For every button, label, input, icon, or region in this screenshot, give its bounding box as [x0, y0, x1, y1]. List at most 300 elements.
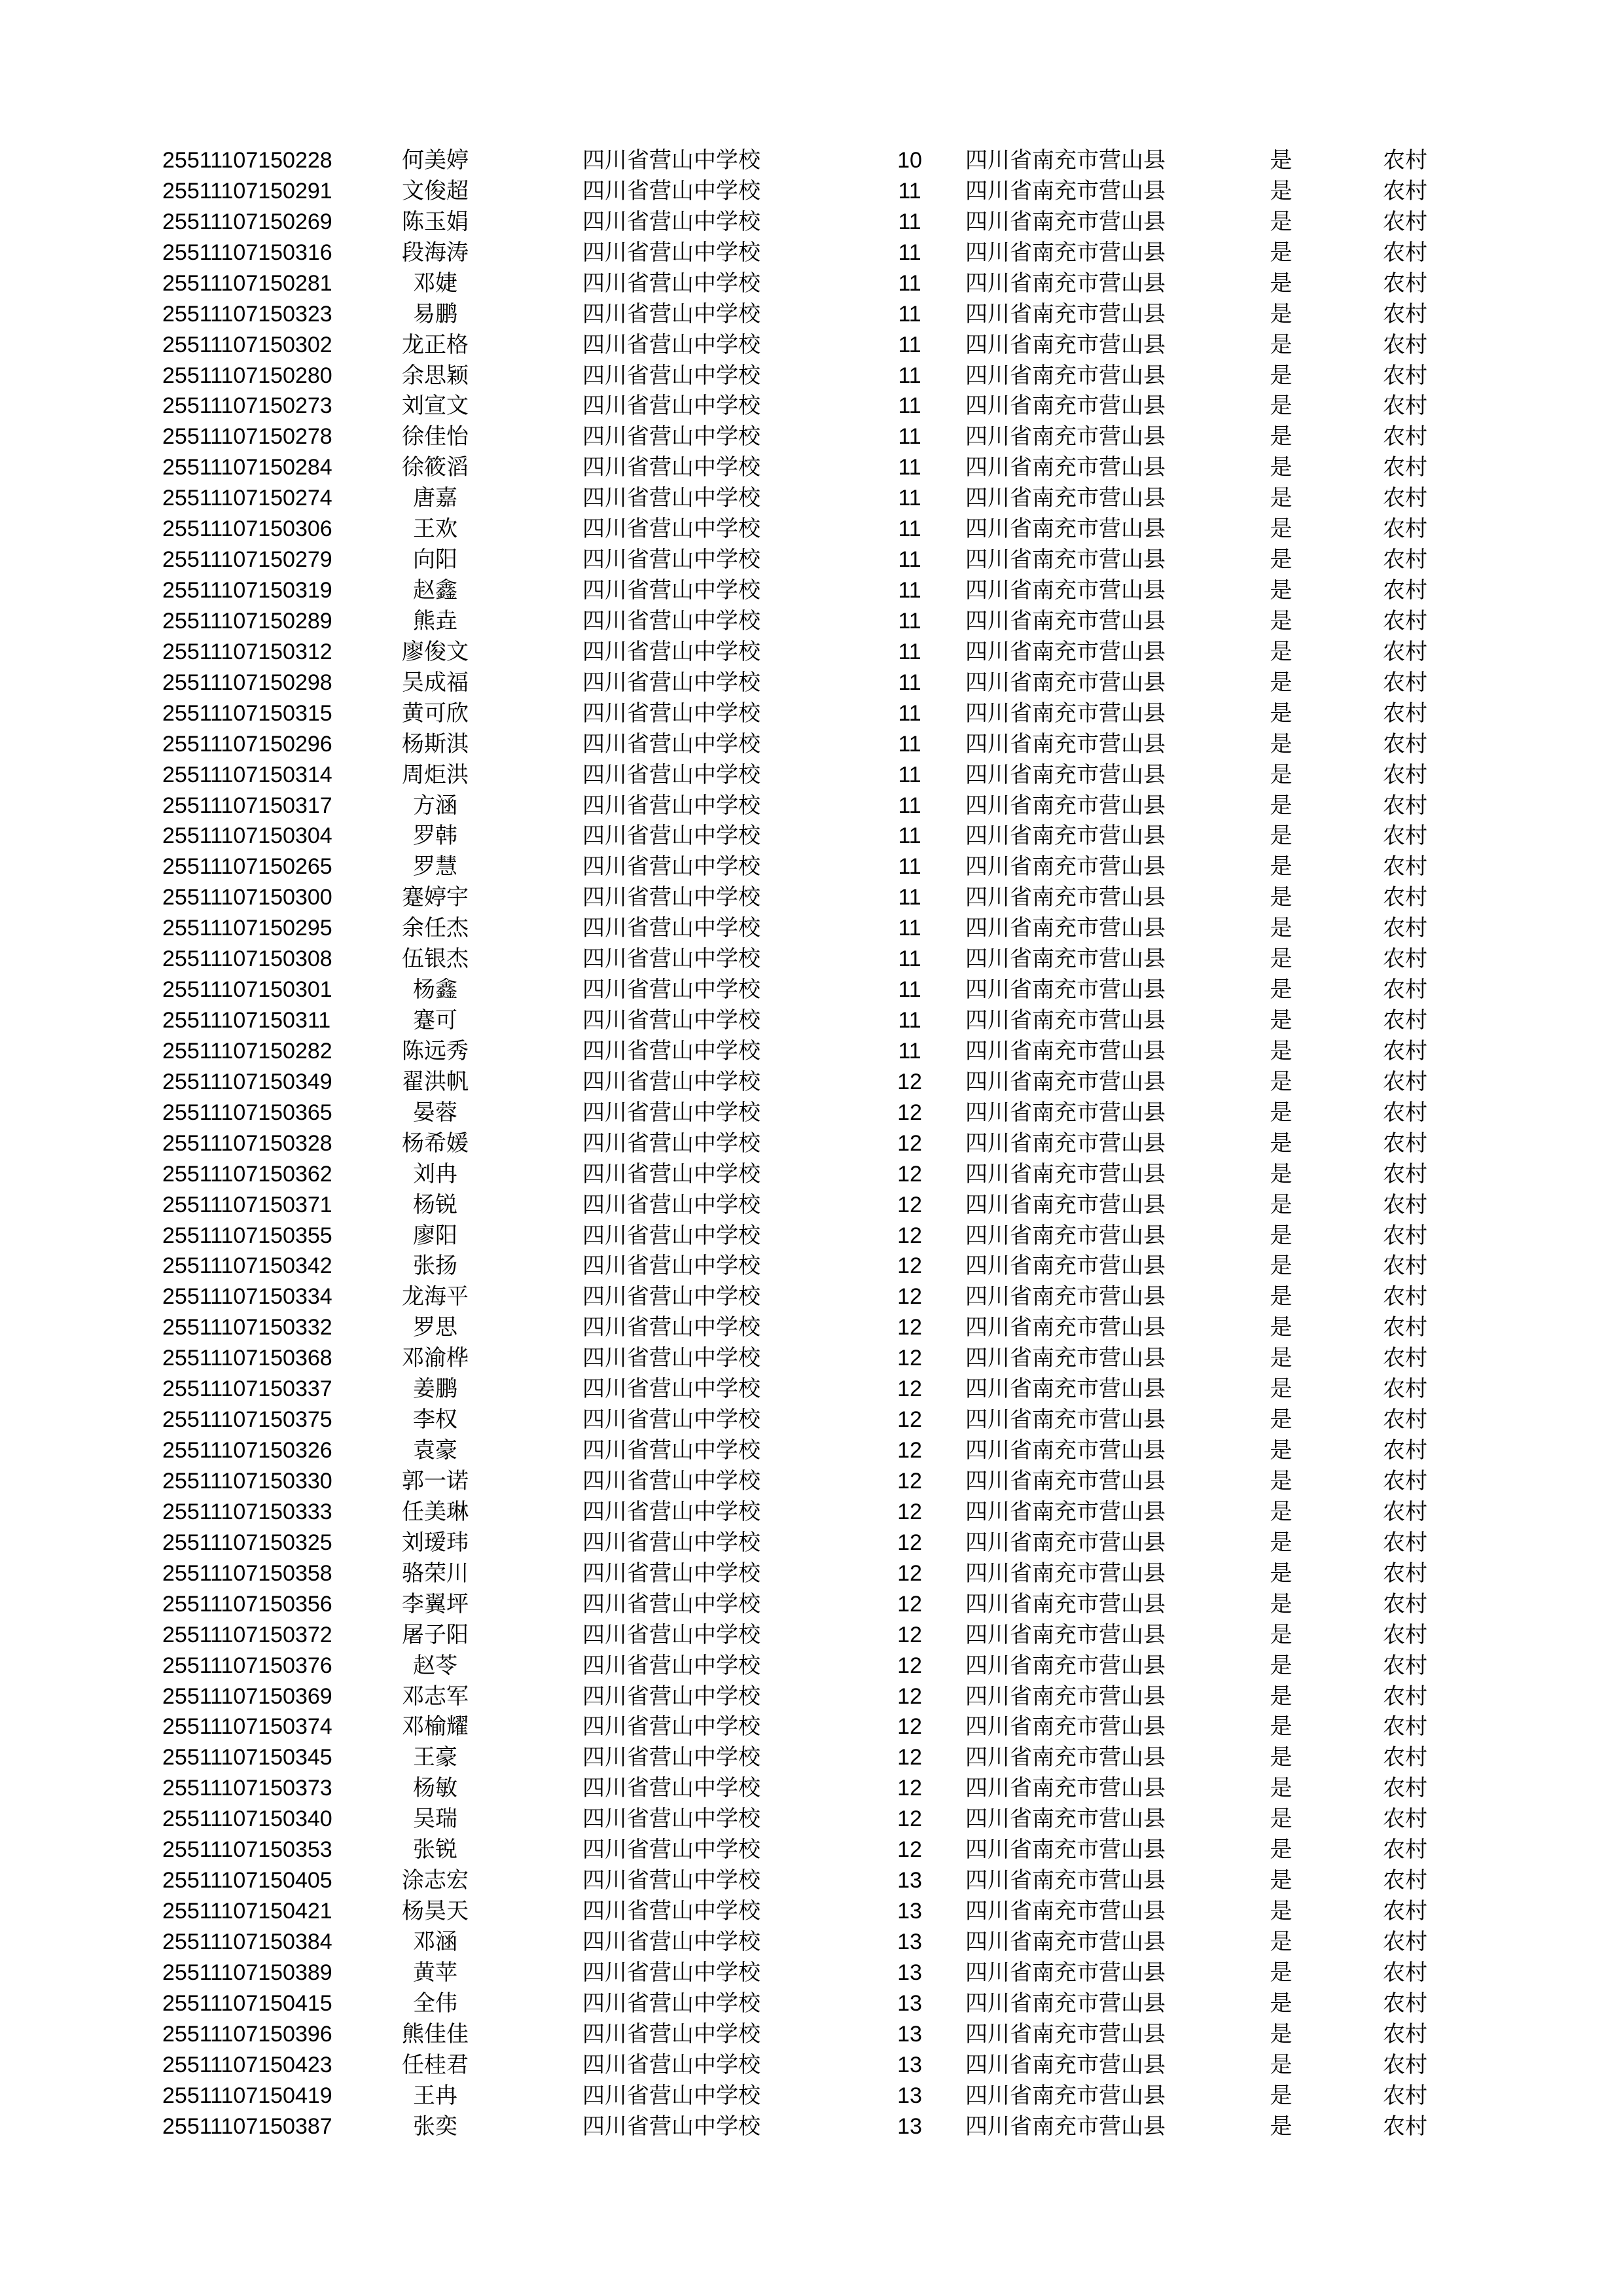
student-id: 25511107150326: [162, 1438, 332, 1463]
eligibility-flag: 是: [1270, 1775, 1293, 1802]
student-id: 25511107150365: [162, 1100, 332, 1125]
eligibility-flag: 是: [1270, 1345, 1293, 1372]
eligibility-flag: 是: [1270, 1928, 1293, 1955]
table-row: [0, 729, 1623, 760]
residence-type: 农村: [1383, 1498, 1427, 1525]
eligibility-flag: 是: [1270, 270, 1293, 296]
eligibility-flag: 是: [1270, 300, 1293, 327]
eligibility-flag: 是: [1270, 1529, 1293, 1556]
region-name: 四川省南充市营山县: [965, 792, 1166, 819]
student-name: 翟洪帆: [402, 1068, 469, 1095]
table-row: [0, 1128, 1623, 1159]
grade-number: 13: [897, 1960, 922, 1985]
school-name: 四川省营山中学校: [582, 1806, 760, 1833]
student-id: 25511107150368: [162, 1346, 332, 1371]
region-name: 四川省南充市营山县: [965, 362, 1166, 389]
student-name: 骆荣川: [402, 1560, 469, 1587]
residence-type: 农村: [1383, 1467, 1427, 1494]
grade-number: 12: [897, 1069, 922, 1094]
grade-number: 11: [898, 363, 921, 388]
school-name: 四川省营山中学校: [582, 1345, 760, 1372]
residence-type: 农村: [1383, 1345, 1427, 1372]
eligibility-flag: 是: [1270, 1621, 1293, 1648]
residence-type: 农村: [1383, 485, 1427, 512]
eligibility-flag: 是: [1270, 1068, 1293, 1095]
grade-number: 11: [898, 393, 921, 419]
grade-number: 13: [897, 1929, 922, 1954]
school-name: 四川省营山中学校: [582, 1130, 760, 1157]
region-name: 四川省南充市营山县: [965, 208, 1166, 235]
residence-type: 农村: [1383, 1253, 1427, 1280]
eligibility-flag: 是: [1270, 1437, 1293, 1464]
eligibility-flag: 是: [1270, 393, 1293, 420]
student-name: 龙正格: [402, 331, 469, 358]
table-row: [0, 268, 1623, 299]
eligibility-flag: 是: [1270, 1253, 1293, 1280]
region-name: 四川省南充市营山县: [965, 1222, 1166, 1249]
table-row: [0, 207, 1623, 238]
student-id: 25511107150300: [162, 885, 332, 910]
grade-number: 11: [898, 1008, 921, 1033]
student-name: 龙海平: [402, 1283, 469, 1310]
residence-type: 农村: [1383, 1990, 1427, 2017]
eligibility-flag: 是: [1270, 454, 1293, 481]
student-id: 25511107150311: [162, 1008, 331, 1033]
school-name: 四川省营山中学校: [582, 1222, 760, 1249]
school-name: 四川省营山中学校: [582, 516, 760, 543]
school-name: 四川省营山中学校: [582, 1437, 760, 1464]
table-row: [0, 452, 1623, 483]
region-name: 四川省南充市营山县: [965, 1191, 1166, 1218]
school-name: 四川省营山中学校: [582, 607, 760, 634]
school-name: 四川省营山中学校: [582, 1467, 760, 1494]
region-name: 四川省南充市营山县: [965, 270, 1166, 296]
table-row: [0, 1958, 1623, 1988]
region-name: 四川省南充市营山县: [965, 607, 1166, 634]
region-name: 四川省南充市营山县: [965, 1160, 1166, 1187]
region-name: 四川省南充市营山县: [965, 1867, 1166, 1894]
student-id: 25511107150319: [162, 578, 332, 603]
student-id: 25511107150349: [162, 1069, 332, 1094]
student-id: 25511107150345: [162, 1745, 332, 1770]
residence-type: 农村: [1383, 1283, 1427, 1310]
eligibility-flag: 是: [1270, 547, 1293, 573]
table-row: [0, 1558, 1623, 1589]
table-row: [0, 1742, 1623, 1773]
residence-type: 农村: [1383, 208, 1427, 235]
grade-number: 12: [897, 1530, 922, 1555]
school-name: 四川省营山中学校: [582, 177, 760, 204]
region-name: 四川省南充市营山县: [965, 1837, 1166, 1863]
student-id: 25511107150306: [162, 516, 332, 542]
student-id: 25511107150423: [162, 2052, 332, 2077]
grade-number: 12: [897, 1837, 922, 1863]
residence-type: 农村: [1383, 700, 1427, 726]
residence-type: 农村: [1383, 1928, 1427, 1955]
grade-number: 11: [898, 332, 921, 357]
eligibility-flag: 是: [1270, 1498, 1293, 1525]
residence-type: 农村: [1383, 1837, 1427, 1863]
residence-type: 农村: [1383, 454, 1427, 481]
grade-number: 12: [897, 1376, 922, 1402]
table-row: [0, 1865, 1623, 1896]
table-row: [0, 238, 1623, 268]
student-id: 25511107150298: [162, 670, 332, 695]
student-name: 廖俊文: [402, 638, 469, 665]
student-id: 25511107150374: [162, 1714, 332, 1740]
table-row: [0, 361, 1623, 391]
residence-type: 农村: [1383, 1037, 1427, 1064]
school-name: 四川省营山中学校: [582, 977, 760, 1003]
school-name: 四川省营山中学校: [582, 1898, 760, 1924]
student-id: 25511107150315: [162, 700, 332, 726]
grade-number: 11: [898, 301, 921, 327]
eligibility-flag: 是: [1270, 1713, 1293, 1740]
eligibility-flag: 是: [1270, 1652, 1293, 1679]
school-name: 四川省营山中学校: [582, 454, 760, 481]
region-name: 四川省南充市营山县: [965, 1314, 1166, 1341]
student-id: 25511107150323: [162, 301, 332, 327]
eligibility-flag: 是: [1270, 577, 1293, 604]
grade-number: 13: [897, 1990, 922, 2016]
region-name: 四川省南充市营山县: [965, 516, 1166, 543]
region-name: 四川省南充市营山县: [965, 1283, 1166, 1310]
region-name: 四川省南充市营山县: [965, 1376, 1166, 1403]
grade-number: 12: [897, 1161, 922, 1187]
student-name: 刘冉: [413, 1160, 457, 1187]
grade-number: 12: [897, 1315, 922, 1340]
grade-number: 11: [898, 823, 921, 849]
table-row: [0, 422, 1623, 452]
eligibility-flag: 是: [1270, 147, 1293, 173]
grade-number: 11: [898, 209, 921, 234]
student-name: 任美琳: [402, 1498, 469, 1525]
school-name: 四川省营山中学校: [582, 331, 760, 358]
region-name: 四川省南充市营山县: [965, 1345, 1166, 1372]
residence-type: 农村: [1383, 1007, 1427, 1034]
school-name: 四川省营山中学校: [582, 792, 760, 819]
table-row: [0, 1466, 1623, 1497]
school-name: 四川省营山中学校: [582, 1990, 760, 2017]
student-id: 25511107150301: [162, 977, 332, 1003]
student-name: 杨鑫: [413, 977, 457, 1003]
eligibility-flag: 是: [1270, 1867, 1293, 1894]
grade-number: 11: [898, 608, 921, 634]
region-name: 四川省南充市营山县: [965, 700, 1166, 726]
table-row: [0, 1190, 1623, 1221]
table-row: [0, 545, 1623, 575]
student-name: 陈玉娟: [402, 208, 469, 235]
region-name: 四川省南充市营山县: [965, 2020, 1166, 2047]
student-id: 25511107150296: [162, 731, 332, 757]
school-name: 四川省营山中学校: [582, 1376, 760, 1403]
school-name: 四川省营山中学校: [582, 1959, 760, 1986]
student-name: 罗慧: [413, 853, 457, 880]
table-row: [0, 1312, 1623, 1343]
table-row: [0, 1681, 1623, 1712]
table-row: [0, 1405, 1623, 1435]
table-row: [0, 1773, 1623, 1804]
student-name: 晏蓉: [413, 1099, 457, 1126]
region-name: 四川省南充市营山县: [965, 1683, 1166, 1710]
eligibility-flag: 是: [1270, 823, 1293, 850]
table-row: [0, 1927, 1623, 1958]
table-row: [0, 176, 1623, 207]
eligibility-flag: 是: [1270, 1037, 1293, 1064]
student-id: 25511107150291: [162, 178, 332, 204]
grade-number: 12: [897, 1499, 922, 1524]
region-name: 四川省南充市营山县: [965, 915, 1166, 942]
student-id: 25511107150387: [162, 2113, 332, 2139]
student-id: 25511107150295: [162, 916, 332, 941]
region-name: 四川省南充市营山县: [965, 393, 1166, 420]
region-name: 四川省南充市营山县: [965, 1437, 1166, 1464]
student-name: 刘瑷玮: [402, 1529, 469, 1556]
student-id: 25511107150353: [162, 1837, 332, 1863]
student-name: 周炬洪: [402, 761, 469, 788]
student-id: 25511107150372: [162, 1622, 332, 1647]
table-row: [0, 514, 1623, 545]
eligibility-flag: 是: [1270, 2082, 1293, 2109]
region-name: 四川省南充市营山县: [965, 1407, 1166, 1433]
residence-type: 农村: [1383, 977, 1427, 1003]
student-name: 伍银杰: [402, 946, 469, 973]
student-id: 25511107150304: [162, 823, 332, 849]
student-id: 25511107150337: [162, 1376, 332, 1402]
student-name: 邓榆耀: [402, 1713, 469, 1740]
eligibility-flag: 是: [1270, 1007, 1293, 1034]
eligibility-flag: 是: [1270, 485, 1293, 512]
table-row: [0, 791, 1623, 821]
school-name: 四川省营山中学校: [582, 1621, 760, 1648]
student-id: 25511107150280: [162, 363, 332, 388]
school-name: 四川省营山中学校: [582, 1314, 760, 1341]
eligibility-flag: 是: [1270, 915, 1293, 942]
school-name: 四川省营山中学校: [582, 208, 760, 235]
school-name: 四川省营山中学校: [582, 638, 760, 665]
student-name: 邓志军: [402, 1683, 469, 1710]
region-name: 四川省南充市营山县: [965, 1253, 1166, 1280]
school-name: 四川省营山中学校: [582, 761, 760, 788]
student-name: 熊佳佳: [402, 2020, 469, 2047]
residence-type: 农村: [1383, 362, 1427, 389]
region-name: 四川省南充市营山县: [965, 1560, 1166, 1587]
eligibility-flag: 是: [1270, 700, 1293, 726]
eligibility-flag: 是: [1270, 1683, 1293, 1710]
student-id: 25511107150317: [162, 793, 332, 818]
table-row: [0, 575, 1623, 606]
school-name: 四川省营山中学校: [582, 423, 760, 450]
region-name: 四川省南充市营山县: [965, 1007, 1166, 1034]
region-name: 四川省南充市营山县: [965, 977, 1166, 1003]
school-name: 四川省营山中学校: [582, 362, 760, 389]
region-name: 四川省南充市营山县: [965, 761, 1166, 788]
student-id: 25511107150334: [162, 1284, 332, 1310]
school-name: 四川省营山中学校: [582, 1560, 760, 1587]
region-name: 四川省南充市营山县: [965, 300, 1166, 327]
student-id: 25511107150405: [162, 1868, 332, 1893]
residence-type: 农村: [1383, 1867, 1427, 1894]
eligibility-flag: 是: [1270, 239, 1293, 266]
student-id: 25511107150281: [162, 270, 332, 296]
school-name: 四川省营山中学校: [582, 1407, 760, 1433]
eligibility-flag: 是: [1270, 1160, 1293, 1187]
table-row: [0, 1036, 1623, 1067]
table-row: [0, 145, 1623, 176]
residence-type: 农村: [1383, 516, 1427, 543]
residence-type: 农村: [1383, 1806, 1427, 1833]
student-name: 杨斯淇: [402, 730, 469, 757]
school-name: 四川省营山中学校: [582, 1283, 760, 1310]
eligibility-flag: 是: [1270, 1376, 1293, 1403]
grade-number: 12: [897, 1591, 922, 1617]
table-row: [0, 2111, 1623, 2142]
grade-number: 11: [898, 946, 921, 972]
table-row: [0, 975, 1623, 1005]
grade-number: 11: [898, 486, 921, 511]
region-name: 四川省南充市营山县: [965, 1806, 1166, 1833]
student-name: 郭一诺: [402, 1467, 469, 1494]
grade-number: 11: [898, 885, 921, 910]
region-name: 四川省南充市营山县: [965, 331, 1166, 358]
student-name: 赵鑫: [413, 577, 457, 604]
table-row: [0, 852, 1623, 882]
grade-number: 12: [897, 1806, 922, 1832]
grade-number: 12: [897, 1346, 922, 1371]
school-name: 四川省营山中学校: [582, 1007, 760, 1034]
student-name: 杨锐: [413, 1191, 457, 1218]
school-name: 四川省营山中学校: [582, 1713, 760, 1740]
grade-number: 12: [897, 1683, 922, 1709]
grade-number: 11: [898, 731, 921, 757]
student-name: 易鹏: [413, 300, 457, 327]
school-name: 四川省营山中学校: [582, 2082, 760, 2109]
school-name: 四川省营山中学校: [582, 1590, 760, 1617]
eligibility-flag: 是: [1270, 1314, 1293, 1341]
school-name: 四川省营山中学校: [582, 1037, 760, 1064]
table-row: [0, 637, 1623, 668]
student-id: 25511107150325: [162, 1530, 332, 1555]
table-row: [0, 1098, 1623, 1128]
student-name: 张奕: [413, 2113, 457, 2140]
eligibility-flag: 是: [1270, 1806, 1293, 1833]
grade-number: 12: [897, 1253, 922, 1279]
student-name: 邓涵: [413, 1928, 457, 1955]
student-name: 张锐: [413, 1837, 457, 1863]
student-id: 25511107150355: [162, 1223, 332, 1248]
grade-number: 11: [898, 455, 921, 480]
eligibility-flag: 是: [1270, 638, 1293, 665]
residence-type: 农村: [1383, 1621, 1427, 1648]
student-name: 方涵: [413, 792, 457, 819]
table-row: [0, 330, 1623, 361]
region-name: 四川省南充市营山县: [965, 1130, 1166, 1157]
grade-number: 11: [898, 639, 921, 664]
student-id: 25511107150375: [162, 1407, 332, 1433]
eligibility-flag: 是: [1270, 2020, 1293, 2047]
student-name: 罗韩: [413, 823, 457, 850]
table-row: [0, 913, 1623, 944]
table-row: [0, 1374, 1623, 1405]
region-name: 四川省南充市营山县: [965, 2082, 1166, 2109]
student-id: 25511107150273: [162, 393, 332, 419]
school-name: 四川省营山中学校: [582, 915, 760, 942]
school-name: 四川省营山中学校: [582, 669, 760, 696]
student-id: 25511107150421: [162, 1899, 332, 1924]
grade-number: 11: [898, 793, 921, 818]
residence-type: 农村: [1383, 915, 1427, 942]
residence-type: 农村: [1383, 300, 1427, 327]
region-name: 四川省南充市营山县: [965, 1529, 1166, 1556]
grade-number: 12: [897, 1468, 922, 1494]
residence-type: 农村: [1383, 1314, 1427, 1341]
table-row: [0, 299, 1623, 330]
eligibility-flag: 是: [1270, 423, 1293, 450]
table-row: [0, 2050, 1623, 2081]
student-id: 25511107150308: [162, 946, 332, 972]
school-name: 四川省营山中学校: [582, 485, 760, 512]
school-name: 四川省营山中学校: [582, 2051, 760, 2078]
student-id: 25511107150396: [162, 2021, 332, 2047]
student-id: 25511107150282: [162, 1038, 332, 1064]
school-name: 四川省营山中学校: [582, 393, 760, 420]
school-name: 四川省营山中学校: [582, 239, 760, 266]
region-name: 四川省南充市营山县: [965, 638, 1166, 665]
grade-number: 11: [898, 977, 921, 1003]
student-name: 文俊超: [402, 177, 469, 204]
school-name: 四川省营山中学校: [582, 2113, 760, 2140]
region-name: 四川省南充市营山县: [965, 547, 1166, 573]
region-name: 四川省南充市营山县: [965, 669, 1166, 696]
table-row: [0, 2019, 1623, 2050]
school-name: 四川省营山中学校: [582, 1529, 760, 1556]
grade-number: 11: [898, 916, 921, 941]
residence-type: 农村: [1383, 1529, 1427, 1556]
region-name: 四川省南充市营山县: [965, 1959, 1166, 1986]
eligibility-flag: 是: [1270, 1898, 1293, 1924]
student-id: 25511107150279: [162, 547, 332, 573]
student-id: 25511107150316: [162, 240, 332, 265]
student-id: 25511107150371: [162, 1192, 332, 1217]
school-name: 四川省营山中学校: [582, 730, 760, 757]
student-id: 25511107150314: [162, 762, 332, 787]
student-id: 25511107150312: [162, 639, 332, 664]
grade-number: 12: [897, 1130, 922, 1156]
table-row: [0, 1435, 1623, 1466]
eligibility-flag: 是: [1270, 853, 1293, 880]
school-name: 四川省营山中学校: [582, 147, 760, 173]
student-name: 屠子阳: [402, 1621, 469, 1648]
student-id: 25511107150373: [162, 1776, 332, 1801]
student-name: 赵苓: [413, 1652, 457, 1679]
region-name: 四川省南充市营山县: [965, 1621, 1166, 1648]
region-name: 四川省南充市营山县: [965, 1068, 1166, 1095]
residence-type: 农村: [1383, 1222, 1427, 1249]
student-name: 陈远秀: [402, 1037, 469, 1064]
residence-type: 农村: [1383, 1376, 1427, 1403]
region-name: 四川省南充市营山县: [965, 1928, 1166, 1955]
school-name: 四川省营山中学校: [582, 1160, 760, 1187]
student-name: 蹇婷宇: [402, 884, 469, 911]
residence-type: 农村: [1383, 607, 1427, 634]
table-row: [0, 1221, 1623, 1251]
student-name: 徐佳怡: [402, 423, 469, 450]
region-name: 四川省南充市营山县: [965, 454, 1166, 481]
region-name: 四川省南充市营山县: [965, 1652, 1166, 1679]
grade-number: 13: [897, 2113, 922, 2139]
grade-number: 11: [898, 178, 921, 204]
school-name: 四川省营山中学校: [582, 1191, 760, 1218]
